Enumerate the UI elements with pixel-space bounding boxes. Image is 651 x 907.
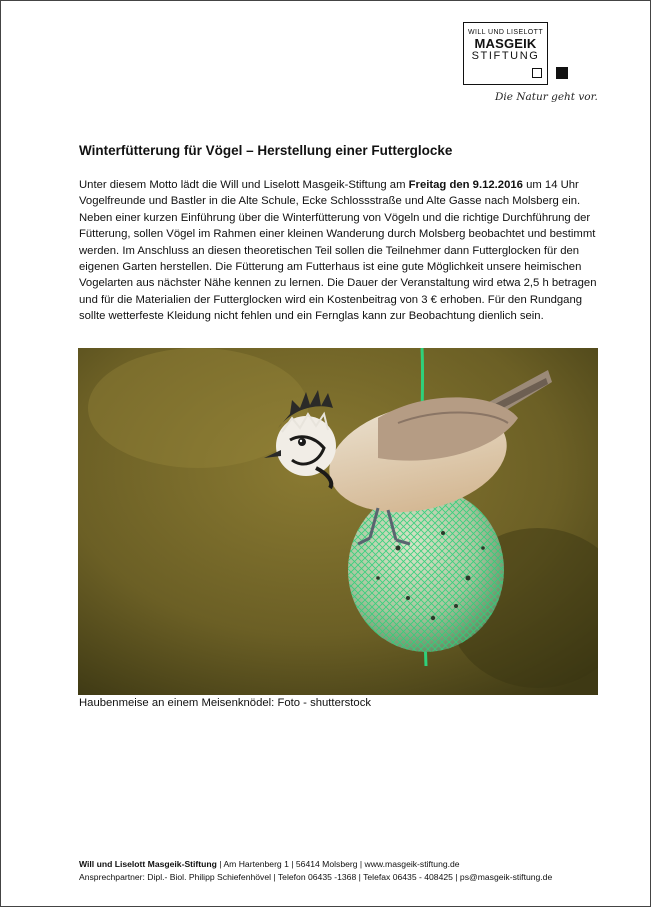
footer-org-name: Will und Liselott Masgeik-Stiftung [79,859,217,869]
article-body [79,177,601,325]
logo-line-2: MASGEIK [474,36,537,51]
logo-open-square-icon [532,68,542,78]
suet-ball [348,488,504,652]
footer [79,858,552,884]
photo-caption: Haubenmeise an einem Meisenknödel: Foto - shutterstock [79,697,371,709]
bird-photo [78,348,598,695]
footer-contact-line: Ansprechpartner: Dipl.- Biol. Philipp Schiefenhövel | Telefon 06435 -1368 | Telefax 06435 - 408425 | ps@masgeik-stiftung.de [79,872,553,882]
logo-filled-square-icon [556,67,568,79]
article-title: Winterfütterung für Vögel – Herstellung einer Futterglocke [79,143,453,158]
body-rest: um 14 Uhr Vogelfreunde und Bastler in die Alte Schule, Ecke Schlossstraße und Alte Gasse nach Molsberg ein. Neben einer kurzen Einführung über die Winterfütterung von Vögeln und die richtige Durchführung der Fütterung, sollen Vögel im Rahmen einer kleinen Wanderung durch Molsberg beobachtet und bestimmt werden. Im Anschluss an diesen theoretischen Teil sollen die Teilnehmer dann Futterglocken für den eigenen Garten herstellen. Die Fütterung am Futterhaus ist eine gute Möglichkeit unsere heimischen Vogelarten aus nächster Nähe kennen zu lernen. Die Dauer der Veranstaltung wird etwa 2,5 h betragen und für die Materialien der Futterglocken wird ein Kostenbeitrag von 3 € erhoben. Für den Rundgang sollte wetterfeste Kleidung nicht fehlen und ein Fernglas kann zur Beobachtung dienlich sein. [79,179,597,323]
crested-tit-illustration [78,348,598,695]
body-intro: Unter diesem Motto lädt die Will und Liselott Masgeik-Stiftung am [79,179,409,191]
foundation-logo [463,22,548,85]
event-date: Freitag den 9.12.2016 [408,179,523,191]
footer-address: | Am Hartenberg 1 | 56414 Molsberg | www.masgeik-stiftung.de [216,859,460,869]
logo-line-3: STIFTUNG [471,50,540,62]
logo-tagline: Die Natur geht vor. [495,91,598,103]
footer-address-line [79,858,552,871]
logo-line-1: WILL UND LISELOTT [468,29,543,36]
